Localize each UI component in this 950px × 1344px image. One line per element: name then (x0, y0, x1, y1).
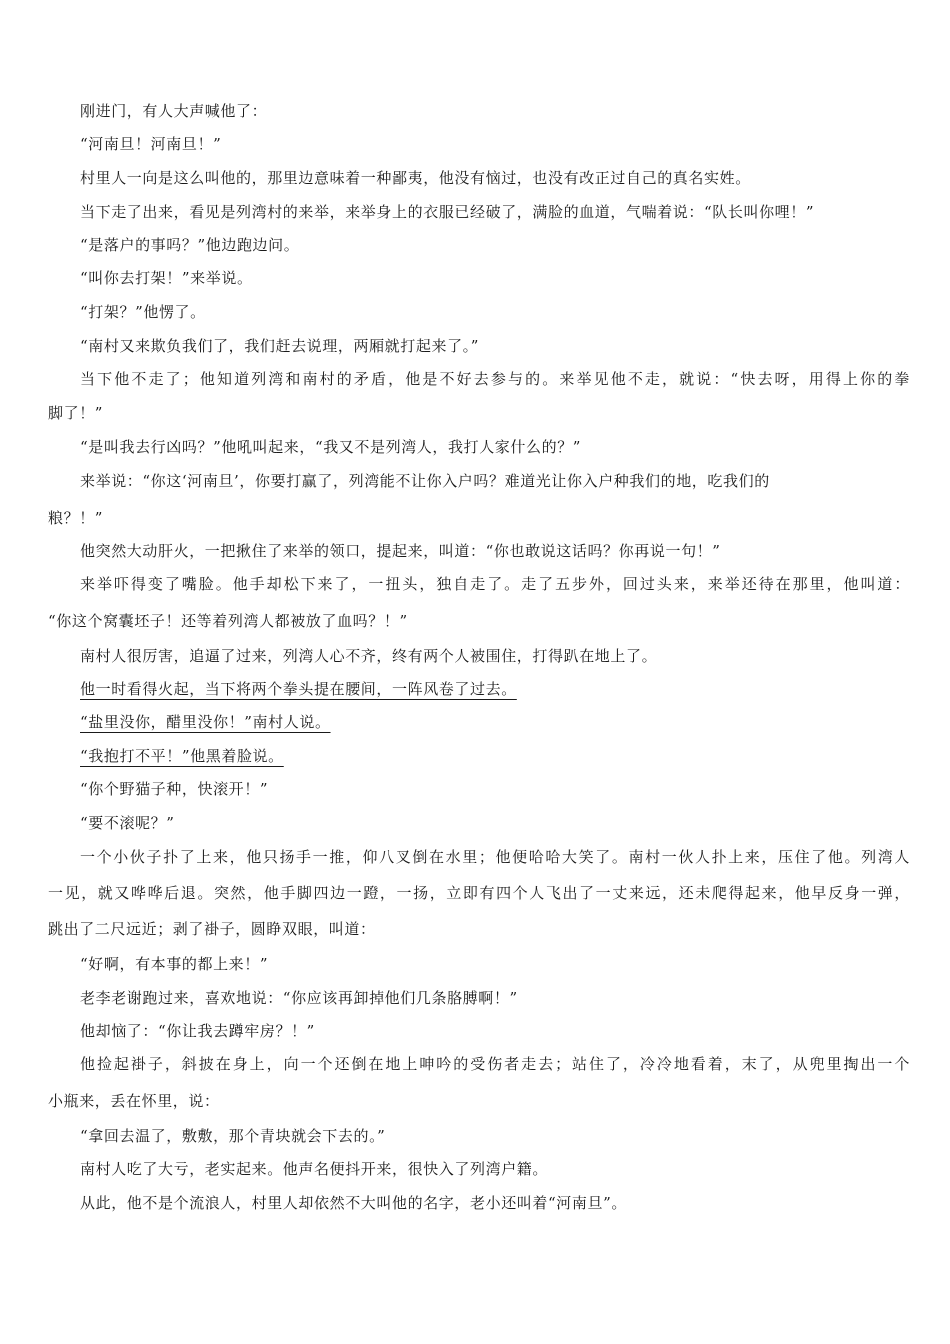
paragraph-line: “拿回去温了，敷敷，那个青块就会下去的。” (80, 1127, 386, 1145)
paragraph-line: 小瓶来，丢在怀里，说： (48, 1092, 220, 1110)
paragraph-line: 脚了！” (48, 404, 104, 422)
paragraph-line: “好啊，有本事的都上来！” (80, 955, 269, 973)
underlined-text: “我抱打不平！”他黑着脸说。 (80, 747, 284, 765)
paragraph-line: “是落户的事吗？”他边跑边问。 (80, 236, 300, 254)
paragraph-line: 一见，就又哗哗后退。突然，他手脚四边一蹬，一扬，立即有四个人飞出了一丈来远，还未爬得起来，他早反身一弹， (48, 884, 910, 902)
paragraph-line: 来举吓得变了嘴脸。他手却松下来了，一扭头，独自走了。走了五步外，回过头来，来举还待在那里，他叫道： (80, 575, 910, 593)
paragraph-line: 他突然大动肝火，一把揪住了来举的领口，提起来，叫道：“你也敢说这话吗？你再说一句！” (80, 542, 721, 560)
paragraph-line: 他却恼了：“你让我去蹲牢房？！” (80, 1022, 315, 1040)
paragraph-line: “打架？”他愣了。 (80, 303, 206, 321)
underlined-line (48, 673, 910, 706)
paragraph-line: “南村又来欺负我们了，我们赶去说理，两厢就打起来了。” (80, 337, 480, 355)
paragraph-line: 从此，他不是个流浪人，村里人却依然不大叫他的名字，老小还叫着“河南旦”。 (80, 1194, 627, 1212)
paragraph-line: “叫你去打架！”来举说。 (80, 269, 253, 287)
underlined-line (48, 740, 910, 773)
paragraph-line: 跳出了二尺远近；剥了褂子，圆睁双眼，叫道： (48, 920, 376, 938)
paragraph-line: 村里人一向是这么叫他的，那里边意味着一种鄙夷，他没有恼过，也没有改正过自己的真名实姓。 (80, 169, 751, 187)
paragraph-line: “你个野猫子种，快滚开！” (80, 780, 269, 798)
underlined-line (48, 706, 910, 739)
paragraph-line: “要不滚呢？” (80, 814, 175, 832)
paragraph-line: 当下他不走了；他知道列湾和南村的矛盾，他是不好去参与的。来举见他不走，就说：“快去呀，用得上你的拳 (80, 370, 910, 388)
paragraph-line: 南村人很厉害，追逼了过来，列湾人心不齐，终有两个人被围住，打得趴在地上了。 (80, 647, 658, 665)
paragraph-line: “是叫我去行凶吗？”他吼叫起来，“我又不是列湾人，我打人家什么的？” (80, 438, 582, 456)
paragraph-line: 刚进门，有人大声喊他了： (80, 102, 268, 120)
paragraph-line: 一个小伙子扑了上来，他只扬手一推，仰八叉倒在水里；他便哈哈大笑了。南村一伙人扑上来，压住了他。列湾人 (80, 848, 910, 866)
paragraph-line: 粮？！” (48, 509, 104, 527)
underlined-text: “盐里没你，醋里没你！”南村人说。 (80, 713, 331, 731)
paragraph-line: 来举说：“你这‘河南旦’，你要打赢了，列湾能不让你入户吗？难道光让你入户种我们的地，吃我们的 (80, 472, 770, 490)
paragraph-line: 南村人吃了大亏，老实起来。他声名便抖开来，很快入了列湾户籍。 (80, 1160, 549, 1178)
paragraph-line: 当下走了出来，看见是列湾村的来举，来举身上的衣服已经破了，满脸的血道，气喘着说：“队长叫你哩！” (80, 203, 815, 221)
underlined-text: 他一时看得火起，当下将两个拳头提在腰间，一阵风卷了过去。 (80, 680, 517, 698)
paragraph-line: “河南旦！河南旦！” (80, 135, 222, 153)
paragraph-line: “你这个窝囊坯子！还等着列湾人都被放了血吗？！” (48, 612, 408, 630)
paragraph-line: 他捡起褂子，斜披在身上，向一个还倒在地上呻吟的受伤者走去；站住了，冷冷地看着，末了，从兜里掏出一个 (80, 1055, 910, 1073)
paragraph-line: 老李老谢跑过来，喜欢地说：“你应该再卸掉他们几条胳膊啊！” (80, 989, 518, 1007)
